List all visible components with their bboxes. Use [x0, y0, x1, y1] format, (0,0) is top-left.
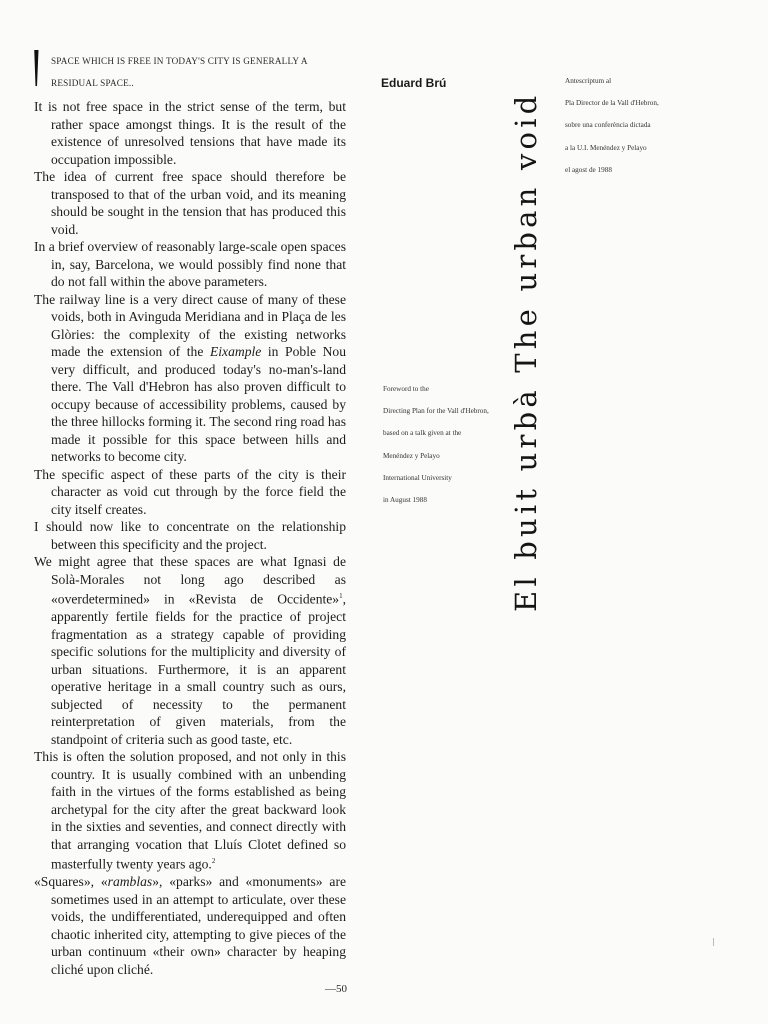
article-lead: SPACE WHICH IS FREE IN TODAY'S CITY IS GENERALLY A RESIDUAL SPACE..: [51, 56, 308, 88]
paragraph-2: The idea of current free space should therefore be transposed to that of the urban void, and its meaning should be sought in the tension that has produced this void.: [34, 169, 346, 237]
paragraph-9: [34, 873, 346, 978]
scan-mark: [713, 938, 714, 946]
paragraph-7-text-a: We might agree that these spaces are what Ignasi de Solà-Morales not long ago described as «overdetermined» in «Revista de Occidente»: [34, 554, 346, 607]
paragraph-5: The specific aspect of these parts of the city is their character as void cut through by the force field the city itself creates.: [34, 466, 346, 517]
foreword-line: based on a talk given at the: [383, 429, 462, 438]
antescriptum-line: Antescriptum al: [565, 77, 612, 85]
foreword-line: in August 1988: [383, 496, 427, 505]
antescriptum-line: Pla Director de la Vall d'Hebron,: [565, 99, 659, 108]
paragraph-9-italic: ramblas: [107, 874, 153, 890]
foreword-line: International University: [383, 473, 452, 482]
paragraph-4-italic: Eixample: [209, 344, 262, 359]
paragraph-9-text-a: «Squares», «: [34, 874, 108, 890]
antescriptum-note: [565, 70, 715, 181]
paragraph-7-text-b: , apparently fertile fields for the practice of project fragmentation as a strategy capable of providing specific solutions for the multiplicity and diversity of urban situations. Furthermore, it is an apparent operative heritage in a small country such as ours, subjected of necessity to the permanent reinterpretation of given materials, from the standpoint of criteria such as good taste, etc.: [51, 591, 346, 747]
paragraph-8-text-a: This is often the solution proposed, and not only in this country. It is usually combined with an unbending faith in the virtues of the forms established as being archetypal for the city after the great backward look in the sixties and seventies, and connect directly with that arranging vocation that Lluís Clotet defined so masterfully twenty years ago.: [34, 749, 346, 872]
article-body: [34, 50, 346, 978]
paragraph-3: In a brief overview of reasonably large-scale open spaces in, say, Barcelona, we would possibly find none that do not fall within the above parameters.: [34, 239, 346, 289]
foreword-line: Foreword to the: [383, 385, 429, 393]
footnote-ref-2: 2: [211, 857, 216, 866]
antescriptum-line: sobre una conferència dictada: [565, 121, 651, 130]
paragraph-6: I should now like to concentrate on the relationship between this specificity and the project.: [34, 519, 346, 552]
paragraph-4-text-a: The railway line is a very direct cause of many of these voids, both in Avinguda Meridiana and in Plaça de les Glòries: the complexity of the existing networks made the extension of the: [34, 291, 346, 359]
antescriptum-line: a la U.I. Menéndez y Pelayo: [565, 143, 647, 152]
antescriptum-line: el agost de 1988: [565, 165, 612, 174]
vertical-title: El buit urbà The urban void: [509, 91, 543, 612]
paragraph-1: It is not free space in the strict sense of the term, but rather space amongst things. It is the result of the existence of unresolved tensions that have made its occupation impossible.: [34, 99, 346, 167]
paragraph-4-text-b: in Poble Nou very difficult, and produced today's no-man's-land there. The Vall d'Hebron has also proven difficult to occupy because of accessibility problems, caused by the three hillocks forming it. The second ring road has made it possible for this space between hills and networks to become city.: [51, 344, 346, 464]
paragraph-7: [34, 553, 346, 748]
foreword-line: Menéndez y Pelayo: [383, 451, 440, 460]
foreword-line: Directing Plan for the Vall d'Hebron,: [383, 407, 489, 416]
footnote-ref-1: 1: [339, 592, 343, 600]
paragraph-9-text-b: », «parks» and «monuments» are sometimes used in an attempt to articulate, over these voids, the undifferentiated, underequipped and often chaotic inherited city, attempting to give pieces of the urban continuum «their own» character by heaping cliché upon cliché.: [51, 874, 346, 977]
opening-mark: [34, 50, 39, 86]
vertical-title-wrapper: [503, 64, 549, 612]
paragraph-8: [34, 748, 346, 873]
paragraph-4: [34, 291, 346, 466]
author-name: Eduard Brú: [381, 76, 447, 90]
page-number: —50: [325, 983, 347, 995]
foreword-note: [383, 378, 503, 511]
